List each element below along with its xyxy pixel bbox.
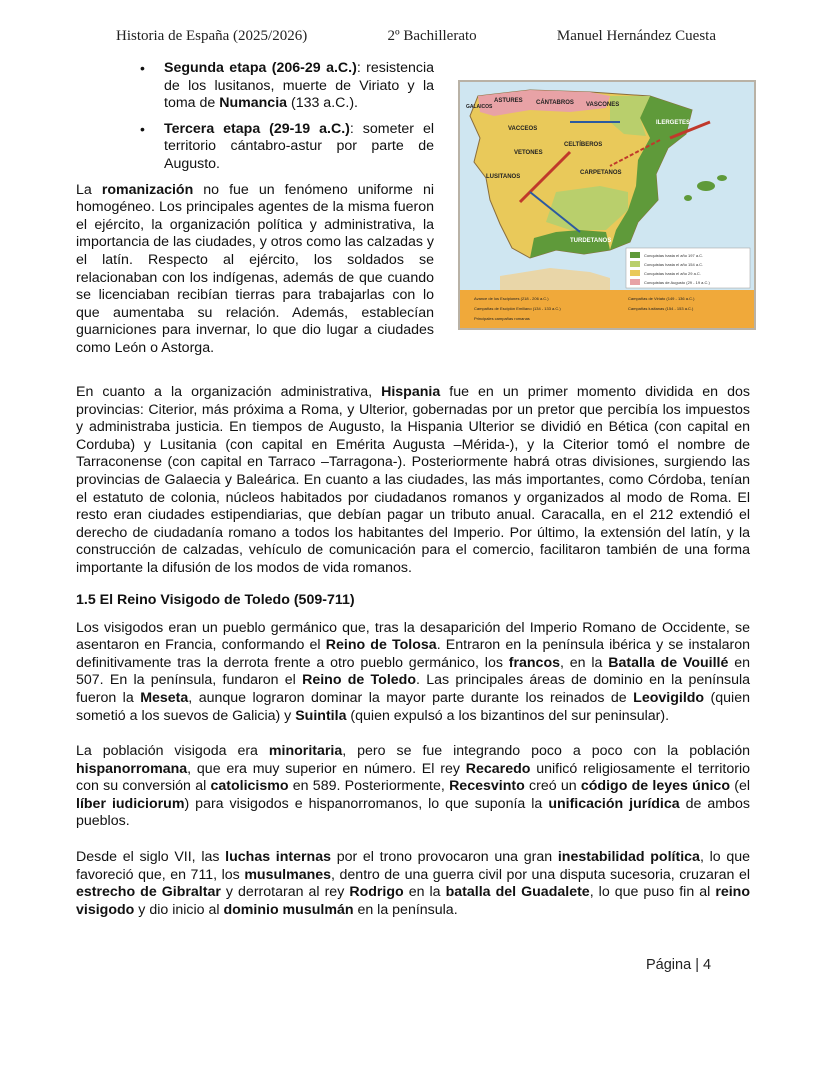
stage-text: : resistencia de los lusitanos, muerte de Viriato y la toma de bbox=[164, 60, 434, 112]
page-footer bbox=[646, 957, 711, 973]
people-label: LUSITANOS bbox=[486, 174, 521, 180]
text: , que era muy superior en número. El rey bbox=[187, 760, 466, 777]
keyword: Suintila bbox=[295, 707, 347, 724]
page-header bbox=[116, 28, 716, 45]
romanization-paragraph bbox=[76, 182, 434, 358]
text: en la península. bbox=[353, 901, 458, 918]
text: unificó religiosamente el territorio con su conversión al bbox=[76, 760, 750, 795]
keyword: unificación jurídica bbox=[548, 795, 680, 812]
keyword: catolicismo bbox=[210, 778, 289, 795]
text: Desde el siglo VII, las bbox=[76, 849, 226, 866]
text: , lo que puso fin al bbox=[589, 884, 716, 901]
visigoths-paragraph-3 bbox=[76, 849, 750, 919]
text: en la bbox=[403, 884, 446, 901]
keyword: inestabilidad política bbox=[557, 849, 700, 866]
people-label: GALAICOS bbox=[466, 104, 493, 110]
header-author: Manuel Hernández Cuesta bbox=[556, 28, 716, 44]
legend-swatch bbox=[630, 261, 640, 267]
text: y dio inicio al bbox=[134, 901, 224, 918]
stage-text: (133 a.C.). bbox=[287, 95, 358, 112]
text: , lo que favoreció que, en 711, los bbox=[76, 849, 750, 883]
stage-keyword: Numancia bbox=[219, 95, 288, 112]
text: , aunque lograron dominar la mayor parte durante los reinados de bbox=[188, 689, 634, 706]
people-label: VASCONES bbox=[586, 102, 620, 108]
keyword: Hispania bbox=[381, 384, 441, 400]
keyword: minoritaria bbox=[268, 743, 343, 760]
legend-label: Conquistas de Augusto (29 - 19 a.C.) bbox=[644, 280, 710, 285]
text: La bbox=[76, 181, 102, 198]
header-course: Historia de España (2025/2026) bbox=[116, 28, 308, 44]
text: . Entraron en la península ibérica y se instalaron definitivamente tras la derrota frente a otro pueblo germánico, los bbox=[76, 637, 750, 671]
keyword: Reino de Toledo bbox=[302, 672, 417, 689]
keyword: reino visigodo bbox=[76, 884, 750, 918]
visigoths-paragraph-2 bbox=[76, 743, 750, 831]
people-label: TURDETANOS bbox=[570, 238, 612, 244]
paragraph-gap bbox=[76, 831, 750, 849]
text: . Las principales áreas de dominio en la península fueron la bbox=[76, 672, 751, 706]
visigoths-paragraph-1 bbox=[76, 620, 750, 726]
text: , en la bbox=[560, 654, 609, 671]
keyword: Batalla de Vouillé bbox=[608, 654, 729, 671]
list-item bbox=[76, 60, 434, 113]
text: de ambos pueblos. bbox=[76, 795, 750, 830]
route-label: Campañas de Viriato (149 - 136 a.C.) bbox=[628, 296, 695, 301]
route-label: Avance de los Escipiones (218 - 206 a.C.) bbox=[474, 296, 549, 301]
stage-title: Segunda etapa (206-29 a.C.) bbox=[164, 60, 357, 76]
keyword: romanización bbox=[101, 181, 194, 198]
mallorca-island bbox=[697, 181, 715, 191]
keyword: francos bbox=[508, 654, 560, 671]
keyword: Reino de Tolosa bbox=[325, 637, 437, 654]
legend-swatch bbox=[630, 279, 640, 285]
legend-swatch bbox=[630, 270, 640, 276]
legend-label: Conquistas hasta el año 29 a.C. bbox=[644, 271, 701, 276]
keyword: código de leyes único bbox=[580, 778, 730, 795]
text: ) para visigodos e hispanorromanos, lo que suponía la bbox=[184, 795, 549, 812]
paragraph-gap bbox=[76, 725, 750, 743]
people-label: CARPETANOS bbox=[580, 170, 622, 176]
text: Los visigodos eran un pueblo germánico que, tras la desaparición del Imperio Romano de Occidente, se asentaron en Francia, conformando el bbox=[76, 619, 750, 654]
text: La población visigoda era bbox=[76, 743, 269, 760]
header-level: 2º Bachillerato bbox=[387, 28, 477, 44]
text: en 507. En la península, fundaron el bbox=[76, 654, 750, 689]
map-figure bbox=[460, 82, 754, 328]
keyword: batalla del Guadalete bbox=[445, 884, 590, 901]
stage-title: Tercera etapa (29-19 a.C.) bbox=[164, 120, 350, 137]
stages-list bbox=[76, 60, 434, 174]
people-label: CELTÍBEROS bbox=[564, 142, 603, 148]
people-label: VACCEOS bbox=[508, 126, 538, 132]
people-label: VETONES bbox=[514, 150, 543, 156]
text: en 589. Posteriormente, bbox=[288, 778, 450, 795]
page-number: 4 bbox=[703, 957, 712, 973]
text: , pero se fue integrando poco a poco con la población bbox=[342, 743, 750, 760]
keyword: hispanorromana bbox=[76, 760, 188, 777]
menorca-island bbox=[717, 175, 727, 181]
text: , dentro de una guerra civil por una disputa sucesoria, cruzaran el bbox=[331, 866, 750, 883]
ibiza-island bbox=[684, 195, 692, 201]
intro-column bbox=[76, 60, 434, 358]
text: (quien expulsó a los bizantinos del sur peninsular). bbox=[346, 707, 670, 724]
text: (el bbox=[730, 778, 751, 795]
list-item bbox=[76, 121, 434, 174]
text: y derrotaran al rey bbox=[220, 884, 350, 901]
romanization-map bbox=[458, 80, 756, 330]
keyword: líber iudiciorum bbox=[76, 795, 185, 812]
text: fue en un primer momento dividida en dos provincias: Citerior, más próxima a Roma, y Ulterior, gobernadas por un pretor que percibía los impuestos y administraba justicia. En tiempos de Augusto, la Hispania Ulterior se dividió en Bética (con capital en Corduba) y Lusitania (con capital en Emérita Augusta –Mérida-), y la Citerior tomó el nombre de Tarraconense (con capital en Tarraco –Tarragona-). Posteriormente habrá otras divisiones, surgiendo las provincias de Galaecia y Baleárica. En cuanto a las ciudades, las más importantes, como Córdoba, tenían el estatuto de colonia, núcleos habitados por ciudadanos romanos y organizados al modo de Roma. El resto eran ciudades estipendiarias, que debían pagar un tributo anual. Caracalla, en el 212 extendió el derecho de ciudadanía romano a todos los habitantes del Imperio. Por último, la extensión del latín, y la construcción de calzadas, vehículo de comunicación para el comercio, facilitaron también de una forma importante la difusión de los modos de vida romanos. bbox=[76, 384, 750, 576]
people-label: ASTURES bbox=[494, 98, 523, 104]
keyword: musulmanes bbox=[244, 866, 332, 883]
legend-swatch bbox=[630, 252, 640, 258]
keyword: Recesvinto bbox=[449, 778, 525, 795]
main-content bbox=[76, 384, 750, 919]
legend-label: Conquistas hasta el año 154 a.C. bbox=[644, 262, 704, 267]
route-label: Principales campañas romanas bbox=[474, 316, 530, 321]
page-label: Página bbox=[646, 957, 692, 973]
keyword: luchas internas bbox=[225, 849, 331, 866]
text: En cuanto a la organización administrativa, bbox=[76, 384, 382, 400]
text: no fue un fenómeno uniforme ni homogéneo. Los principales agentes de la misma fueron el ejército, la organización política y administrativa, la importancia de las ciudades, y otros como las calzadas y el latín. Respecto al ejército, los soldados se relacionaban con los indígenas, además de que cuando se licenciaban recibían tierras para trabajarlas con lo que aumentaba su relación. Además, establecían guarniciones para invernar, lo que dio lugar a ciudades como León o Astorga. bbox=[76, 181, 435, 356]
page-separator: | bbox=[695, 957, 699, 973]
text: (quien sometió a los suevos de Galicia) y bbox=[76, 689, 750, 724]
keyword: Leovigildo bbox=[633, 689, 705, 706]
legend-label: Conquistas hasta el año 197 a.C. bbox=[644, 253, 704, 258]
keyword: Recaredo bbox=[465, 760, 531, 777]
stage-text: : someter el territorio cántabro-astur por parte de Augusto. bbox=[164, 120, 434, 172]
keyword: estrecho de Gibraltar bbox=[76, 884, 221, 901]
keyword: Meseta bbox=[140, 689, 189, 706]
keyword: Rodrigo bbox=[349, 884, 404, 901]
route-label: Campañas lusitanas (154 - 153 a.C.) bbox=[628, 306, 694, 311]
organization-paragraph bbox=[76, 384, 750, 578]
keyword: dominio musulmán bbox=[223, 901, 354, 918]
section-heading: 1.5 El Reino Visigodo de Toledo (509-711) bbox=[76, 591, 355, 608]
people-label: CÁNTABROS bbox=[536, 100, 574, 106]
route-label: Campañas de Escipión Emiliano (134 - 133 a.C.) bbox=[474, 306, 561, 311]
text: creó un bbox=[524, 778, 581, 795]
text: por el trono provocaron una gran bbox=[331, 849, 558, 866]
people-label: ILERGETES bbox=[656, 120, 691, 126]
